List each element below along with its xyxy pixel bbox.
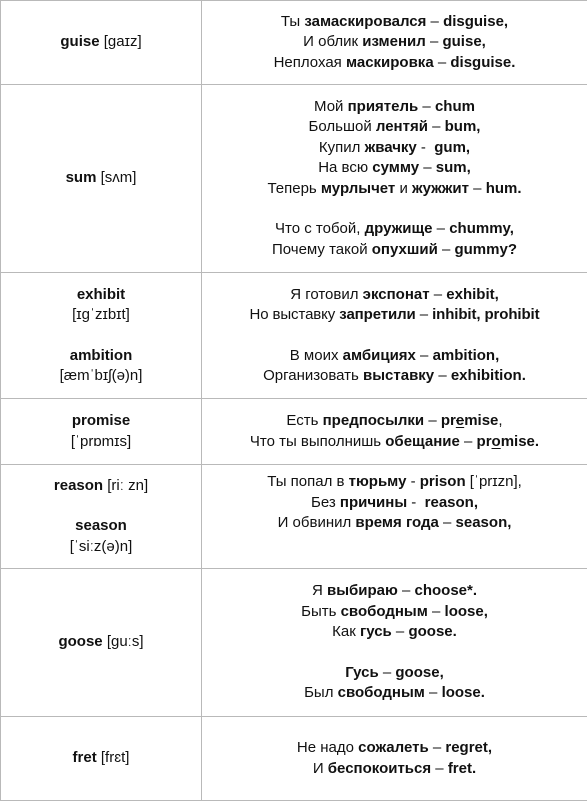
verse-cell [202,85,587,273]
word-cell [1,399,202,465]
word: exhibit [5,285,197,306]
transcription: [gaɪz] [104,33,142,50]
verse-line: Не надо сожалеть – regret, [206,738,583,759]
transcription: [ˈprɒmɪs] [5,432,197,453]
table-row [1,273,587,399]
verse-line: Без причины - reason, [206,493,583,514]
word-cell [1,1,202,85]
verse-line: Гусь – goose, [206,663,583,684]
word: guise [60,33,99,50]
verse-line: Был свободным – loose. [206,683,583,704]
table-row [1,1,587,85]
verse-line: Есть предпосылки – premise, [206,411,583,432]
verse-line: Купил жвачку - gum, [206,138,583,159]
word-cell [1,717,202,801]
verse-line: Теперь мурлычет и жужжит – hum. [206,179,583,200]
stanza-gap [206,199,583,219]
stress-mark: o [492,433,501,450]
table-row [1,717,587,801]
word-entry [5,168,197,189]
stressed-word: premise [441,412,499,429]
word-cell [1,273,202,399]
verse-line: В моих амбициях – ambition, [206,346,583,367]
verse-cell [202,1,587,85]
transcription: [ɪgˈzɪbɪt] [5,305,197,326]
word: sum [66,169,97,186]
word-entry [5,32,197,53]
verse-line: Неплохая маскировка – disguise. [206,53,583,74]
verse-line: Организовать выставку – exhibition. [206,366,583,387]
verse-cell [202,465,587,569]
verse-cell [202,569,587,717]
verse-line: Но выставку запретили – inhibit, prohibit [206,305,583,326]
word-entry [5,632,197,653]
transcription: [ˈsiːz(ə)n] [5,537,197,558]
verse-line: Почему такой опухший – gummy? [206,240,583,261]
verse-line: И обвинил время года – season, [206,513,583,534]
verse-line: Быть свободным – loose, [206,602,583,623]
table-row [1,399,587,465]
transcription: [frɛt] [101,749,130,766]
verse-cell [202,273,587,399]
stressed-word: promise [477,433,535,450]
stanza-gap [206,326,583,346]
entry-gap [5,326,197,346]
table-row [1,569,587,717]
word: goose [58,633,102,650]
transcription: [sʌm] [101,169,137,186]
table-row [1,465,587,569]
stress-mark: e [456,411,464,432]
verse-line: Ты замаскировался – disguise, [206,12,583,33]
word: fret [73,749,97,766]
word-cell [1,569,202,717]
transcription: [æmˈbɪʃ(ə)n] [5,366,197,387]
transcription: [riː zn] [107,477,148,494]
verse-cell [202,717,587,801]
word-cell [1,85,202,273]
verse-line: Мой приятель – chum [206,97,583,118]
word-entry [5,476,197,497]
word-entry [5,748,197,769]
table-row [1,85,587,273]
verse-line: И облик изменил – guise, [206,32,583,53]
verse-line: Ты попал в тюрьму - prison [ˈprɪzn], [206,472,583,493]
verse-line: Большой лентяй – bum, [206,117,583,138]
word-cell [1,465,202,569]
verse-line: На всю сумму – sum, [206,158,583,179]
verse-line: Я готовил экспонат – exhibit, [206,285,583,306]
word: season [5,516,197,537]
verse-line: Что с тобой, дружище – chummy, [206,219,583,240]
verse-line: Как гусь – goose. [206,622,583,643]
verse-line: И беспокоиться – fret. [206,759,583,780]
word: ambition [5,346,197,367]
stanza-gap [206,643,583,663]
word: reason [54,477,103,494]
word: promise [5,411,197,432]
entry-gap [5,496,197,516]
verse-cell [202,399,587,465]
transcription: [guːs] [107,633,144,650]
verse-line: Что ты выполнишь обещание – promise. [206,432,583,453]
verse-line: Я выбираю – choose*. [206,581,583,602]
